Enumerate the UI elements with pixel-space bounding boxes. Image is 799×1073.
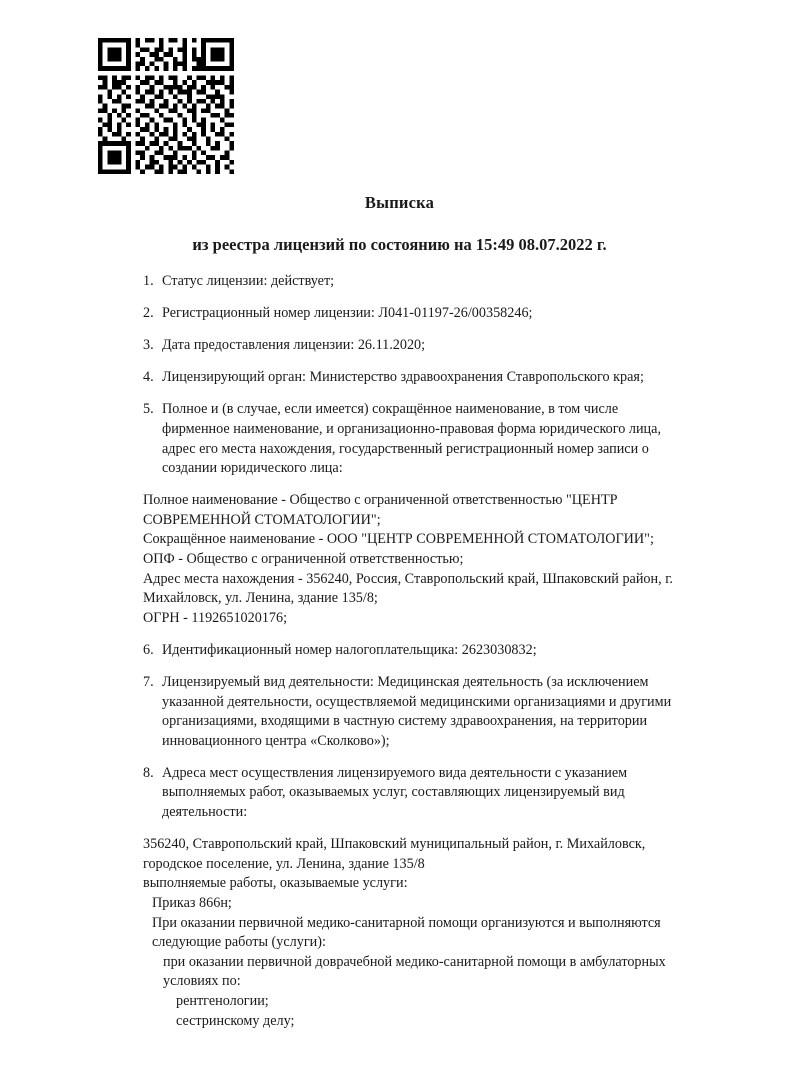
item-number: 4. [143, 369, 154, 386]
item-text: Полное и (в случае, если имеется) сокращённое наименование, в том числе фирменное наименование, и организационно-правовая форма юридического лица, адрес его места нахождения, государственный регистрационный номер записи о создании юридического лица: [162, 401, 661, 477]
activity-address: 356240, Ставропольский край, Шпаковский муниципальный район, г. Михайловск, городское поселение, ул. Ленина, здание 135/8 [143, 836, 646, 872]
entity-legal-form: ОПФ - Общество с ограниченной ответственностью; [143, 551, 464, 568]
entity-ogrn: ОГРН - 1192651020176; [143, 609, 288, 626]
item-text: Лицензирующий орган: Министерство здравоохранения Ставропольского края; [162, 369, 644, 386]
title-block [0, 193, 799, 255]
item-number: 2. [143, 305, 154, 322]
qr-code-icon [98, 38, 234, 174]
qr-code-image [98, 38, 234, 174]
document-body [143, 272, 678, 1044]
item-number: 8. [143, 764, 154, 781]
item-number: 1. [143, 273, 154, 289]
works-services-label: выполняемые работы, оказываемые услуги: [143, 875, 408, 892]
order-number: Приказ 866н; [152, 894, 232, 911]
list-item-8 [143, 764, 678, 823]
item-text: Идентификационный номер налогоплательщика: 2623030832; [162, 641, 537, 658]
primary-care-intro: При оказании первичной медико-санитарной помощи организуются и выполняются следующие работы (услуги): [152, 914, 661, 951]
item-text: Дата предоставления лицензии: 26.11.2020; [162, 337, 426, 354]
item-text: Лицензируемый вид деятельности: Медицинская деятельность (за исключением указанной деятельности, осуществляемой медицинскими организациями и другими организациями, входящими в частную систему здравоохранения, на территории инновационного центра «Сколково»); [162, 674, 672, 749]
list-item-7 [143, 673, 678, 751]
entity-address: Адрес места нахождения - 356240, Россия, Ставропольский край, Шпаковский район, г. Михайловск, ул. Ленина, здание 135/8; [143, 570, 673, 607]
list-item-5 [143, 400, 678, 478]
outpatient-care-line: при оказании первичной доврачебной медико-санитарной помощи в амбулаторных условиях по: [163, 953, 666, 990]
service-nursing: сестринскому делу; [176, 1012, 295, 1029]
entity-details-block [143, 491, 678, 628]
entity-full-name: Полное наименование - Общество с ограниченной ответственностью "ЦЕНТР СОВРЕМЕННОЙ СТОМАТОЛОГИИ"; [143, 492, 618, 528]
list-item-1 [143, 272, 678, 292]
item-text: Адреса мест осуществления лицензируемого вида деятельности с указанием выполняемых работ, оказываемых услуг, составляющих лицензируемый вид деятельности: [162, 764, 628, 821]
page-title: Выписка [364, 193, 435, 212]
item-text: Статус лицензии: действует; [162, 273, 335, 289]
page-subtitle: из реестра лицензий по состоянию на 15:49 08.07.2022 г. [192, 235, 607, 254]
item-number: 6. [143, 641, 154, 658]
list-item-6 [143, 641, 678, 661]
item-number: 7. [143, 674, 154, 690]
entity-short-name: Сокращённое наименование - ООО "ЦЕНТР СОВРЕМЕННОЙ СТОМАТОЛОГИИ"; [143, 531, 654, 548]
list-item-4 [143, 368, 678, 388]
item-text: Регистрационный номер лицензии: Л041-01197-26/00358246; [162, 305, 533, 322]
item-number: 5. [143, 401, 154, 418]
activity-address-block [143, 835, 678, 1031]
list-item-2 [143, 304, 678, 324]
list-item-3 [143, 336, 678, 356]
service-radiology: рентгенологии; [176, 992, 269, 1009]
item-number: 3. [143, 337, 154, 354]
